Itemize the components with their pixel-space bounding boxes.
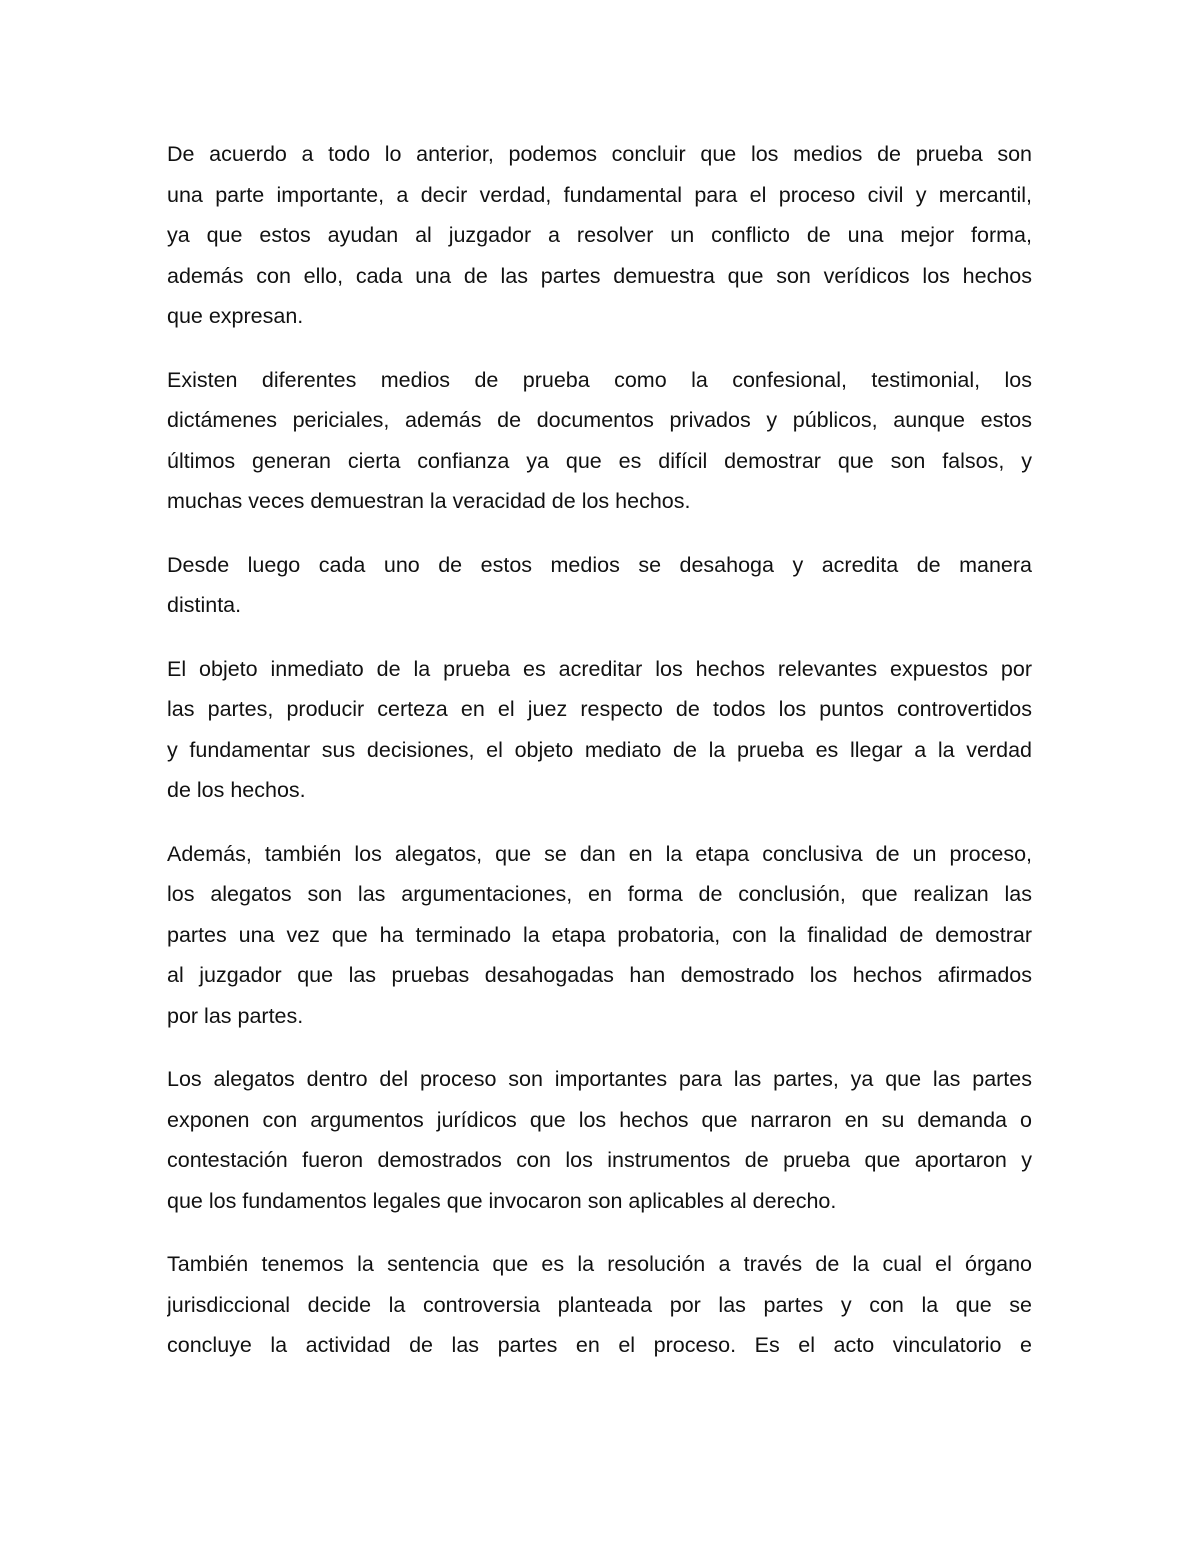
paragraph-spacing	[167, 1221, 1032, 1244]
text-line: dictámenes periciales, además de documentos privados y públicos, aunque estos	[167, 408, 1032, 432]
text-line: Los alegatos dentro del proceso son importantes para las partes, ya que las partes	[167, 1067, 1032, 1091]
text-line: distinta.	[167, 593, 242, 617]
paragraph-3	[167, 545, 1032, 626]
text-line: Existen diferentes medios de prueba como la confesional, testimonial, los	[167, 367, 1032, 392]
paragraph-5	[167, 834, 1032, 1037]
text-line: Además, también los alegatos, que se dan en la etapa conclusiva de un proceso,	[167, 841, 1032, 866]
paragraph-1	[167, 134, 1032, 337]
text-line: los alegatos son las argumentaciones, en forma de conclusión, que realizan las	[167, 882, 1032, 906]
paragraph-6	[167, 1059, 1032, 1221]
paragraph-spacing	[167, 1036, 1032, 1059]
paragraph-spacing	[167, 811, 1032, 834]
text-line: además con ello, cada una de las partes demuestra que son verídicos los hechos	[167, 263, 1032, 288]
text-line: por las partes.	[167, 1003, 304, 1028]
text-line: una parte importante, a decir verdad, fundamental para el proceso civil y mercantil,	[167, 182, 1032, 207]
paragraph-spacing	[167, 522, 1032, 545]
text-line: El objeto inmediato de la prueba es acreditar los hechos relevantes expuestos por	[167, 656, 1032, 681]
text-line: exponen con argumentos jurídicos que los hechos que narraron en su demanda o	[167, 1107, 1032, 1132]
paragraph-4	[167, 649, 1032, 811]
document-page	[167, 134, 1032, 1366]
text-line: las partes, producir certeza en el juez respecto de todos los puntos controvertidos	[167, 697, 1032, 721]
text-line: y fundamentar sus decisiones, el objeto mediato de la prueba es llegar a la verdad	[167, 737, 1032, 762]
text-line: De acuerdo a todo lo anterior, podemos concluir que los medios de prueba son	[167, 142, 1032, 166]
text-line: ya que estos ayudan al juzgador a resolver un conflicto de una mejor forma,	[167, 223, 1032, 247]
paragraph-2	[167, 360, 1032, 522]
text-line: Desde luego cada uno de estos medios se desahoga y acredita de manera	[167, 552, 1032, 577]
text-line: concluye la actividad de las partes en el proceso. Es el acto vinculatorio e	[167, 1333, 1032, 1357]
text-line: que los fundamentos legales que invocaron son aplicables al derecho.	[167, 1188, 837, 1213]
text-line: partes una vez que ha terminado la etapa probatoria, con la finalidad de demostrar	[167, 922, 1032, 947]
text-line: de los hechos.	[167, 778, 306, 802]
text-line: jurisdiccional decide la controversia planteada por las partes y con la que se	[167, 1292, 1032, 1317]
text-line: al juzgador que las pruebas desahogadas han demostrado los hechos afirmados	[167, 963, 1032, 987]
text-line: También tenemos la sentencia que es la resolución a través de la cual el órgano	[167, 1252, 1032, 1276]
text-line: que expresan.	[167, 304, 304, 328]
text-line: últimos generan cierta confianza ya que es difícil demostrar que son falsos, y	[167, 448, 1032, 473]
paragraph-spacing	[167, 626, 1032, 649]
paragraph-7	[167, 1244, 1032, 1366]
text-line: contestación fueron demostrados con los instrumentos de prueba que aportaron y	[167, 1148, 1032, 1172]
paragraph-spacing	[167, 337, 1032, 360]
text-line: muchas veces demuestran la veracidad de los hechos.	[167, 489, 691, 513]
